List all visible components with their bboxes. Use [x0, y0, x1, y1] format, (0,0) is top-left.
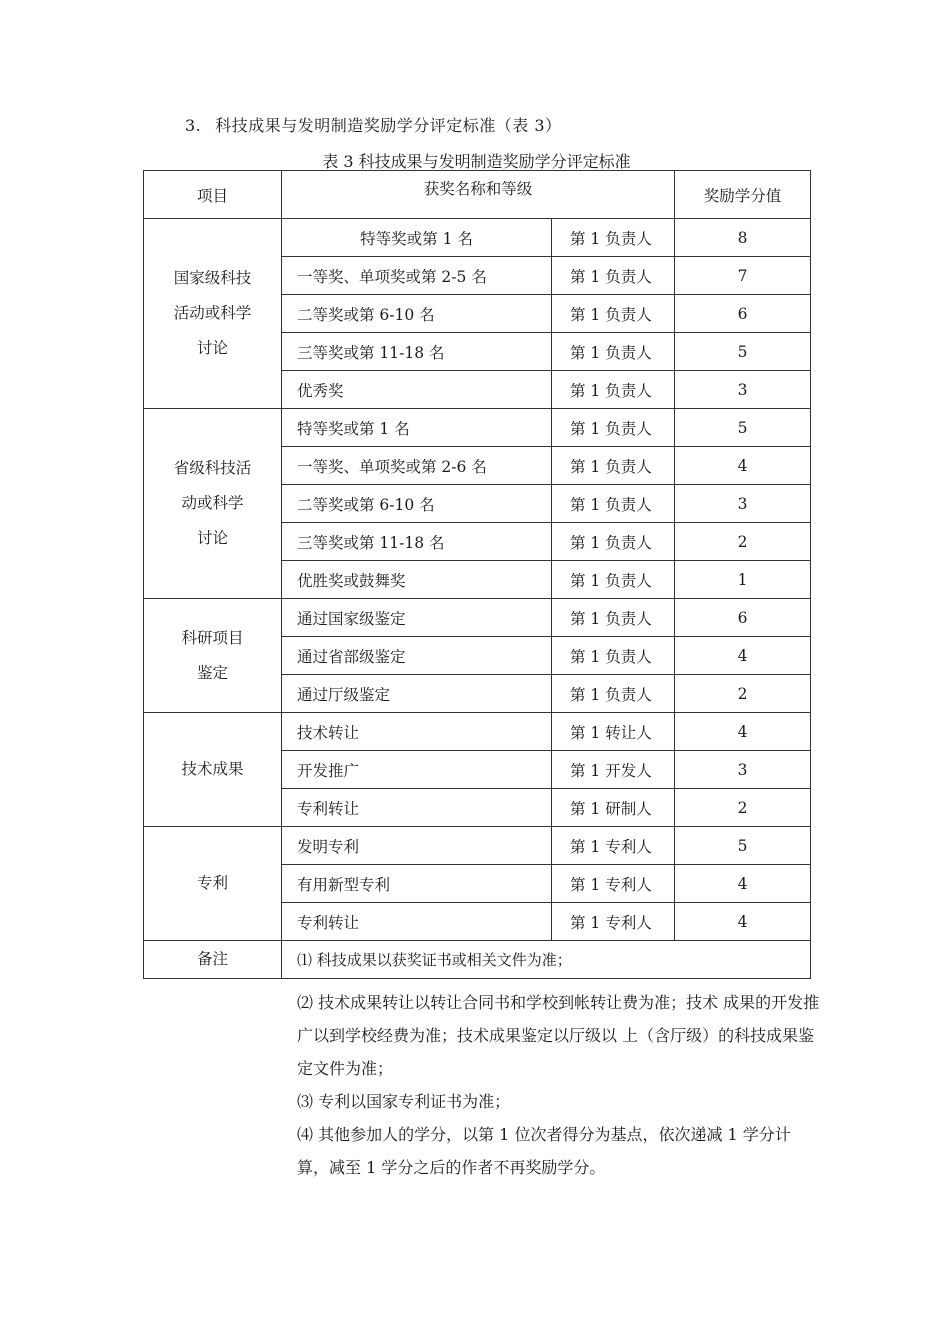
responsible-role-cell: 第 1 开发人 [552, 751, 675, 789]
responsible-role-cell: 第 1 负责人 [552, 257, 675, 295]
table-row [144, 713, 811, 751]
category-line: 省级科技活 [173, 459, 252, 477]
responsible-role-cell: 第 1 负责人 [552, 637, 675, 675]
award-name-cell: 优胜奖或鼓舞奖 [282, 561, 552, 599]
category-cell [144, 827, 282, 941]
note-item: ⑷ 其他参加人的学分，以第 1 位次者得分为基点，依次递减 1 学分计算，减至 1 学分之后的作者不再奖励学分。 [297, 1125, 791, 1177]
award-name-cell: 特等奖或第 1 名 [282, 409, 552, 447]
responsible-role-cell: 第 1 负责人 [552, 409, 675, 447]
award-name-cell: 专利转让 [282, 903, 552, 941]
category-cell [144, 599, 282, 713]
award-name-cell: 一等奖、单项奖或第 2-6 名 [282, 447, 552, 485]
award-name-cell: 通过省部级鉴定 [282, 637, 552, 675]
responsible-role-cell: 第 1 负责人 [552, 219, 675, 257]
award-name-cell: 二等奖或第 6-10 名 [282, 295, 552, 333]
responsible-role-cell: 第 1 专利人 [552, 865, 675, 903]
header-award: 获奖名称和等级 [282, 171, 675, 219]
remarks-label: 备注 [144, 941, 282, 979]
credit-value-cell: 5 [675, 333, 811, 371]
responsible-role-cell: 第 1 研制人 [552, 789, 675, 827]
category-cell [144, 409, 282, 599]
award-name-cell: 发明专利 [282, 827, 552, 865]
responsible-role-cell: 第 1 负责人 [552, 371, 675, 409]
award-name-cell: 一等奖、单项奖或第 2-5 名 [282, 257, 552, 295]
award-name-cell: 技术转让 [282, 713, 552, 751]
credit-value-cell: 7 [675, 257, 811, 295]
category-line: 国家级科技 [173, 269, 252, 287]
credit-value-cell: 5 [675, 827, 811, 865]
award-name-cell: 通过国家级鉴定 [282, 599, 552, 637]
credit-value-cell: 2 [675, 523, 811, 561]
award-name-cell: 优秀奖 [282, 371, 552, 409]
section-title: 科技成果与发明制造奖励学分评定标准（表 3） [215, 116, 562, 135]
responsible-role-cell: 第 1 负责人 [552, 485, 675, 523]
credit-value-cell: 8 [675, 219, 811, 257]
table-row [144, 599, 811, 637]
responsible-role-cell: 第 1 负责人 [552, 333, 675, 371]
responsible-role-cell: 第 1 负责人 [552, 599, 675, 637]
credit-value-cell: 6 [675, 599, 811, 637]
responsible-role-cell: 第 1 专利人 [552, 903, 675, 941]
note-item: ⑶ 专利以国家专利证书为准； [297, 1092, 511, 1111]
category-cell [144, 713, 282, 827]
note-item: ⑵ 技术成果转让以转让合同书和学校到帐转让费为准；技术 成果的开发推广以到学校经费为准；技术成果鉴定以厅级以 上（含厅级）的科技成果鉴定文件为准； [297, 993, 820, 1078]
remarks-notes [297, 986, 821, 1184]
table-body [144, 219, 811, 979]
credit-value-cell: 3 [675, 371, 811, 409]
credit-value-cell: 4 [675, 637, 811, 675]
category-line: 动或科学 [181, 494, 244, 512]
category-line: 讨论 [196, 529, 228, 547]
responsible-role-cell: 第 1 负责人 [552, 523, 675, 561]
category-line: 科研项目 [181, 628, 244, 647]
responsible-role-cell: 第 1 负责人 [552, 675, 675, 713]
table-row [144, 409, 811, 447]
award-name-cell: 通过厅级鉴定 [282, 675, 552, 713]
remarks-first-note: ⑴ 科技成果以获奖证书或相关文件为准； [282, 941, 811, 979]
category-line: 活动或科学 [173, 304, 252, 322]
category-line: 技术成果 [181, 760, 244, 778]
credit-value-cell: 2 [675, 675, 811, 713]
responsible-role-cell: 第 1 负责人 [552, 447, 675, 485]
table-row [144, 827, 811, 865]
credit-value-cell: 2 [675, 789, 811, 827]
category-line: 鉴定 [196, 663, 228, 682]
responsible-role-cell: 第 1 转让人 [552, 713, 675, 751]
award-name-cell: 开发推广 [282, 751, 552, 789]
credit-value-cell: 3 [675, 751, 811, 789]
award-name-cell: 专利转让 [282, 789, 552, 827]
table-header-row [144, 171, 811, 219]
credit-value-cell: 1 [675, 561, 811, 599]
table-row [144, 219, 811, 257]
category-cell [144, 219, 282, 409]
credit-standard-table [143, 170, 811, 979]
remarks-row [144, 941, 811, 979]
credit-value-cell: 3 [675, 485, 811, 523]
award-name-cell: 有用新型专利 [282, 865, 552, 903]
responsible-role-cell: 第 1 负责人 [552, 561, 675, 599]
category-line: 专利 [196, 874, 228, 892]
header-category: 项目 [144, 171, 282, 219]
credit-value-cell: 4 [675, 903, 811, 941]
award-name-cell: 三等奖或第 11-18 名 [282, 523, 552, 561]
award-name-cell: 三等奖或第 11-18 名 [282, 333, 552, 371]
table-caption: 表 3 科技成果与发明制造奖励学分评定标准 [322, 152, 631, 171]
credit-value-cell: 5 [675, 409, 811, 447]
section-number: 3. [185, 116, 202, 135]
credit-value-cell: 4 [675, 713, 811, 751]
header-credit: 奖励学分值 [675, 171, 811, 219]
credit-value-cell: 4 [675, 865, 811, 903]
credit-value-cell: 4 [675, 447, 811, 485]
responsible-role-cell: 第 1 专利人 [552, 827, 675, 865]
credit-value-cell: 6 [675, 295, 811, 333]
category-line: 讨论 [196, 339, 228, 357]
responsible-role-cell: 第 1 负责人 [552, 295, 675, 333]
award-name-cell: 二等奖或第 6-10 名 [282, 485, 552, 523]
section-heading [185, 113, 562, 136]
award-name-cell: 特等奖或第 1 名 [282, 219, 552, 257]
